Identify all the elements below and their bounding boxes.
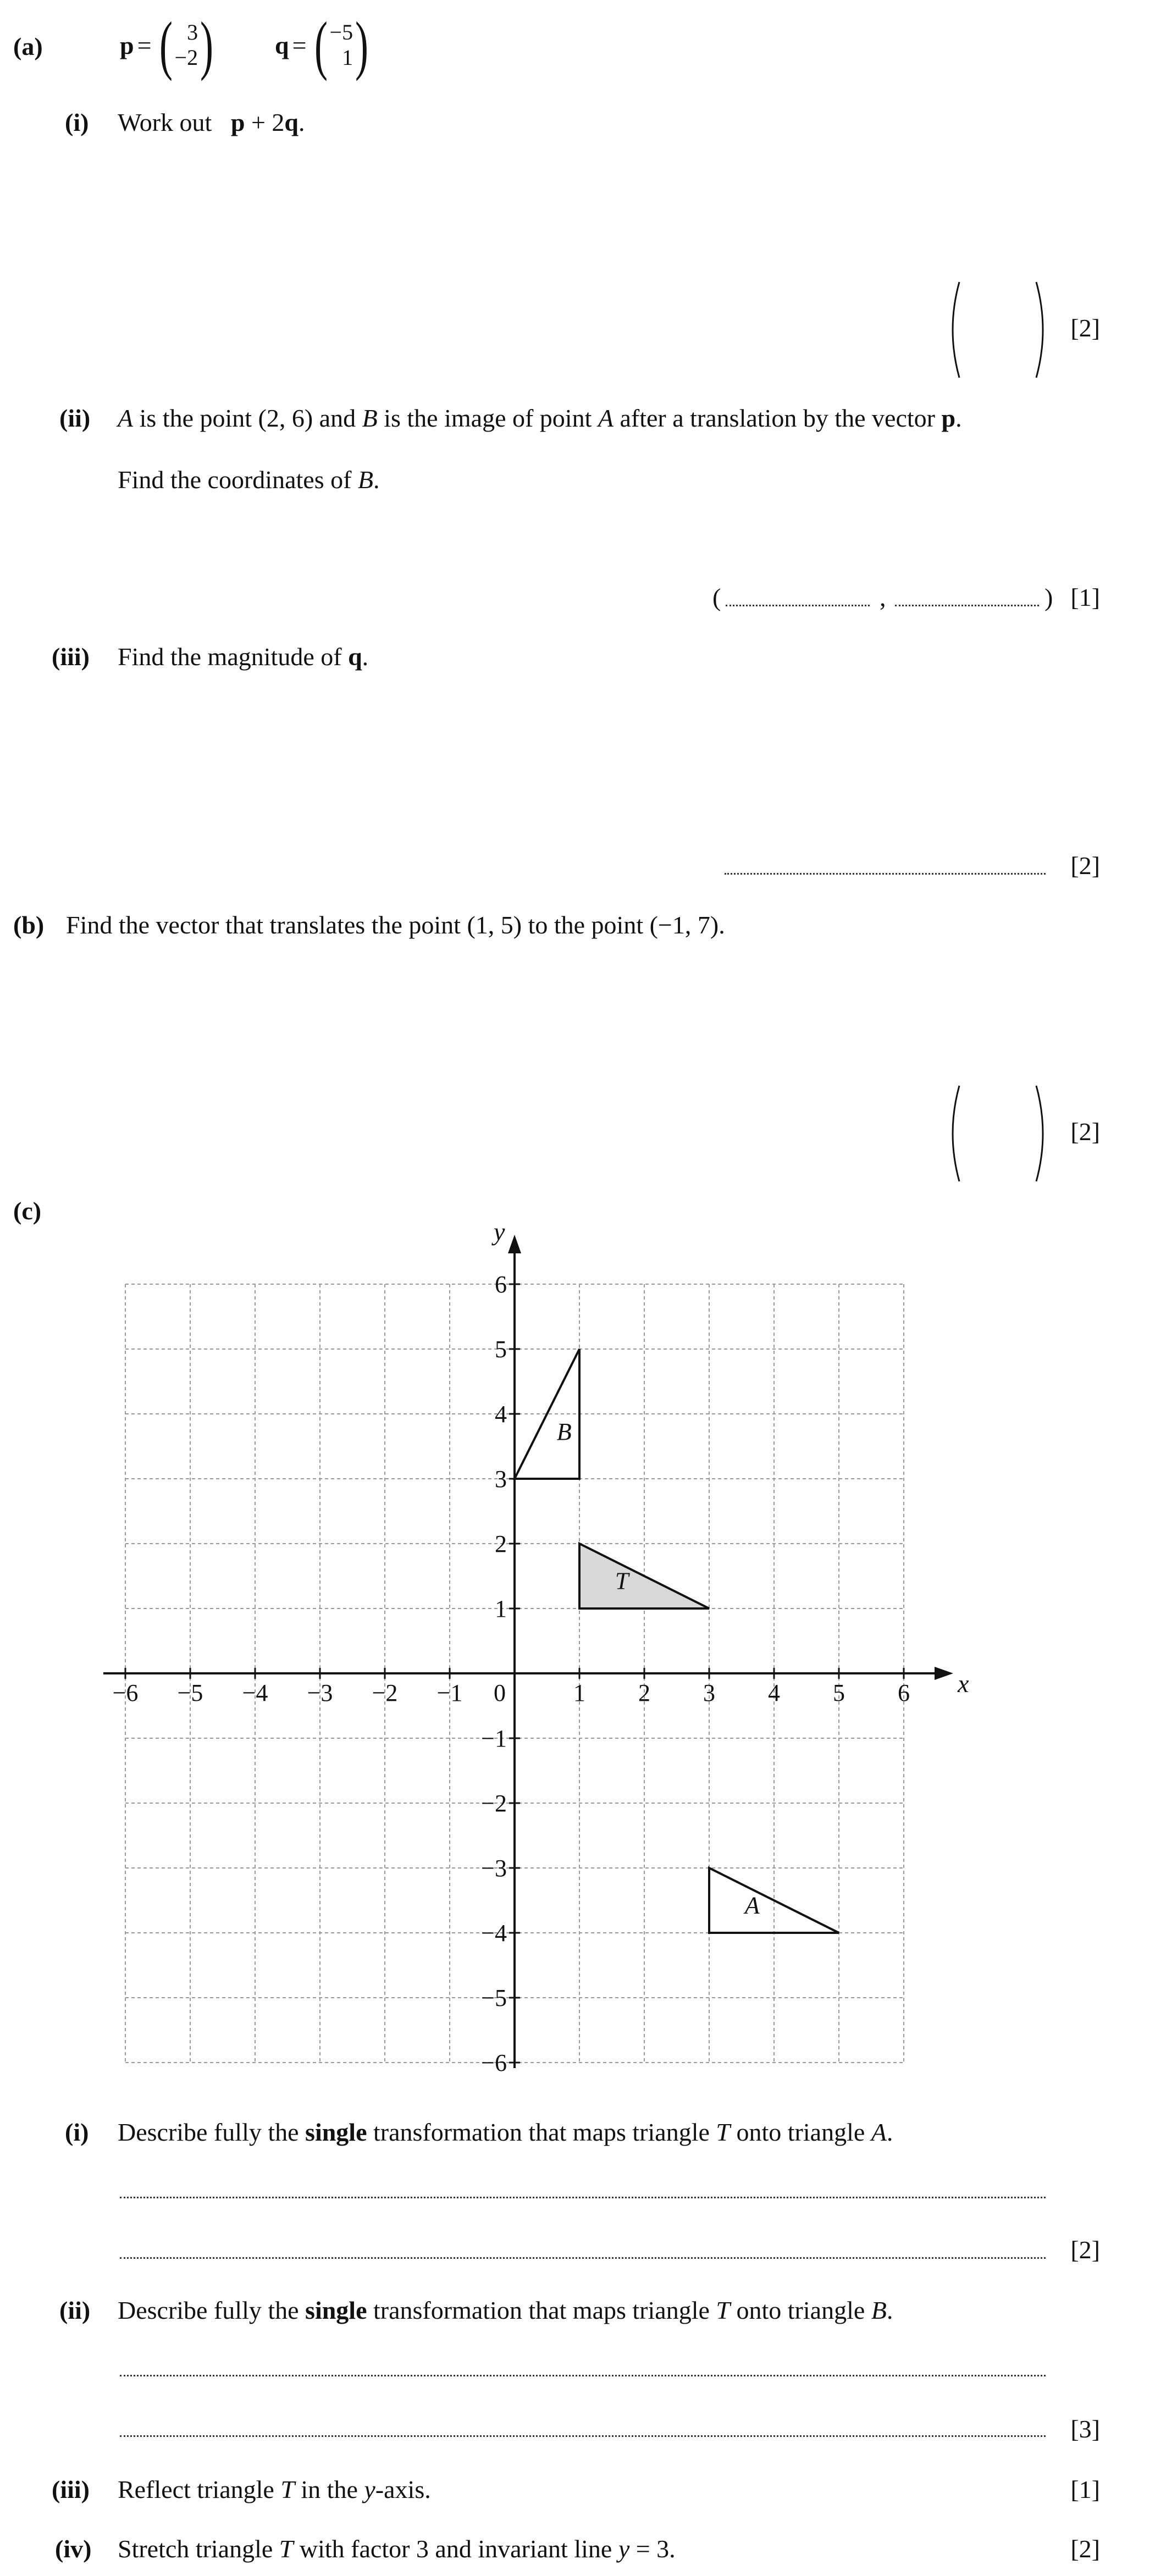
marks: [2] (1070, 852, 1100, 880)
x-tick-label: −6 (112, 1679, 139, 1706)
triangle-a-label: A (744, 1892, 760, 1919)
text: transformation that maps triangle (367, 2296, 716, 2324)
triangle-b-label: B (556, 1418, 572, 1446)
x-tick-label: −3 (307, 1679, 333, 1706)
p-top: 3 (187, 20, 198, 45)
y-tick-label: 4 (495, 1401, 507, 1428)
y-tick-label: 3 (495, 1466, 507, 1492)
part-a-label: (a) (13, 32, 43, 60)
part-c-iv-label: (iv) (55, 2535, 92, 2563)
marks: [2] (1070, 2236, 1100, 2264)
y-tick-label: −5 (481, 1984, 507, 2011)
point-a: A (118, 404, 134, 432)
x-tick-label: 3 (703, 1679, 715, 1706)
x-axis-label: x (958, 1670, 969, 1698)
full-stop: . (362, 643, 369, 671)
text: onto triangle (730, 2296, 871, 2324)
part-a-iii-label: (iii) (52, 643, 90, 671)
text: with factor 3 and invariant line (293, 2535, 618, 2563)
text: Describe fully the (118, 2118, 306, 2146)
part-a-ii-label: (ii) (59, 404, 91, 432)
text: onto triangle (730, 2118, 871, 2146)
x-axis-arrow-icon (935, 1667, 953, 1680)
triangle-t-label: T (615, 1567, 629, 1595)
y-tick-label: −2 (481, 1790, 507, 1817)
triangle-t: T (279, 2535, 294, 2563)
marks: [2] (1070, 314, 1100, 342)
full-stop: . (886, 2118, 893, 2146)
part-c-i-question (118, 2118, 893, 2147)
full-stop: . (955, 404, 962, 432)
text: after a translation by the vector (613, 404, 942, 432)
answer-line-1[interactable] (120, 2197, 1046, 2198)
part-a-ii-instruction (118, 465, 380, 494)
y-tick-label: −3 (481, 1855, 507, 1882)
marks: [3] (1070, 2415, 1100, 2443)
origin-label: 0 (494, 1679, 506, 1706)
x-tick-label: −2 (372, 1679, 398, 1706)
p-bottom: −2 (174, 45, 198, 70)
text: -axis. (375, 2475, 431, 2503)
text: is the image of point (377, 404, 598, 432)
text: in the (294, 2475, 364, 2503)
answer-line-2[interactable] (120, 2257, 1046, 2259)
part-c-iv-question (118, 2534, 676, 2563)
part-a-i-label: (i) (65, 108, 89, 136)
part-b-label: (b) (13, 911, 45, 939)
emphasis: single (305, 2118, 367, 2146)
part-c-label: (c) (13, 1197, 42, 1225)
y-variable: y (618, 2535, 630, 2563)
vector-p: ( 3 −2 ) (159, 8, 214, 81)
x-tick-label: −1 (436, 1679, 463, 1706)
marks: [2] (1070, 2535, 1100, 2563)
answer-x-coordinate[interactable] (726, 605, 870, 606)
full-stop: . (373, 466, 380, 494)
answer-line-1[interactable] (120, 2375, 1046, 2376)
plus-two: + 2 (245, 108, 285, 136)
text: is the point (2, 6) and (133, 404, 362, 432)
part-a-i-question (118, 108, 305, 137)
y-tick-label: 1 (495, 1595, 507, 1622)
x-tick-label: 1 (573, 1679, 585, 1706)
comma: , (880, 583, 886, 611)
close-paren: ) (1045, 583, 1053, 611)
q-symbol: q (284, 108, 299, 136)
answer-line-2[interactable] (120, 2435, 1046, 2437)
text: transformation that maps triangle (367, 2118, 716, 2146)
part-c-ii-question (118, 2296, 893, 2325)
p-symbol: p (230, 108, 245, 136)
triangle-t: T (716, 2118, 730, 2146)
y-tick-label: 5 (495, 1336, 507, 1363)
point-b: B (357, 466, 374, 494)
point-b: B (362, 404, 378, 432)
y-tick-label: −1 (481, 1725, 507, 1752)
full-stop: . (886, 2296, 893, 2324)
x-tick-label: 4 (768, 1679, 780, 1706)
text: Describe fully the (118, 2296, 306, 2324)
point-a: A (598, 404, 614, 432)
q-symbol: q (275, 31, 289, 59)
question-text: Work out (118, 108, 212, 136)
y-tick-label: −4 (481, 1920, 507, 1947)
y-axis-arrow-icon (508, 1235, 521, 1253)
full-stop: . (298, 108, 305, 136)
answer-line[interactable] (725, 873, 1046, 875)
open-paren: ( (712, 583, 721, 611)
p-symbol: p (941, 404, 956, 432)
answer-y-coordinate[interactable] (895, 605, 1039, 606)
part-c-iii-question (118, 2475, 431, 2504)
part-a-iii-question (118, 642, 368, 671)
x-tick-label: −5 (177, 1679, 203, 1706)
part-a-ii-question (118, 403, 962, 433)
triangle-t: T (280, 2475, 295, 2503)
x-tick-label: 6 (898, 1679, 910, 1706)
x-tick-label: 2 (638, 1679, 650, 1706)
y-tick-label: −6 (481, 2049, 507, 2076)
marks: [2] (1070, 1118, 1100, 1146)
text: = 3. (629, 2535, 676, 2563)
x-tick-label: 5 (833, 1679, 845, 1706)
part-c-i-label: (i) (65, 2118, 89, 2146)
q-bottom: 1 (342, 45, 353, 70)
y-tick-label: 2 (495, 1530, 507, 1557)
text: Find the magnitude of (118, 643, 349, 671)
vector-q: ( −5 1 ) (314, 8, 369, 81)
part-c-iii-label: (iii) (52, 2475, 90, 2503)
answer-vector-brackets[interactable] (943, 1081, 1053, 1186)
q-top: −5 (329, 20, 353, 45)
y-variable: y (364, 2475, 375, 2503)
answer-vector-brackets[interactable] (943, 278, 1053, 382)
marks: [1] (1070, 583, 1100, 611)
part-b-question: Find the vector that translates the point (1, 5) to the point (−1, 7). (66, 911, 725, 939)
q-symbol: q (348, 643, 362, 671)
emphasis: single (305, 2296, 367, 2324)
part-c-ii-label: (ii) (59, 2296, 91, 2324)
p-symbol: p (120, 31, 134, 59)
triangle-b: B (871, 2296, 887, 2324)
vector-p-definition (120, 8, 218, 81)
equals-sign: = (292, 31, 307, 59)
vector-q-definition (275, 8, 373, 81)
triangle-a: A (871, 2118, 887, 2146)
x-tick-label: −4 (242, 1679, 268, 1706)
equals-sign: = (137, 31, 152, 59)
y-axis-label: y (494, 1218, 505, 1246)
text: Stretch triangle (118, 2535, 279, 2563)
y-tick-label: 6 (495, 1271, 507, 1298)
marks: [1] (1070, 2475, 1100, 2503)
text: Reflect triangle (118, 2475, 281, 2503)
text: Find the coordinates of (118, 466, 358, 494)
triangle-t: T (716, 2296, 730, 2324)
coordinate-grid[interactable] (0, 1209, 990, 2089)
